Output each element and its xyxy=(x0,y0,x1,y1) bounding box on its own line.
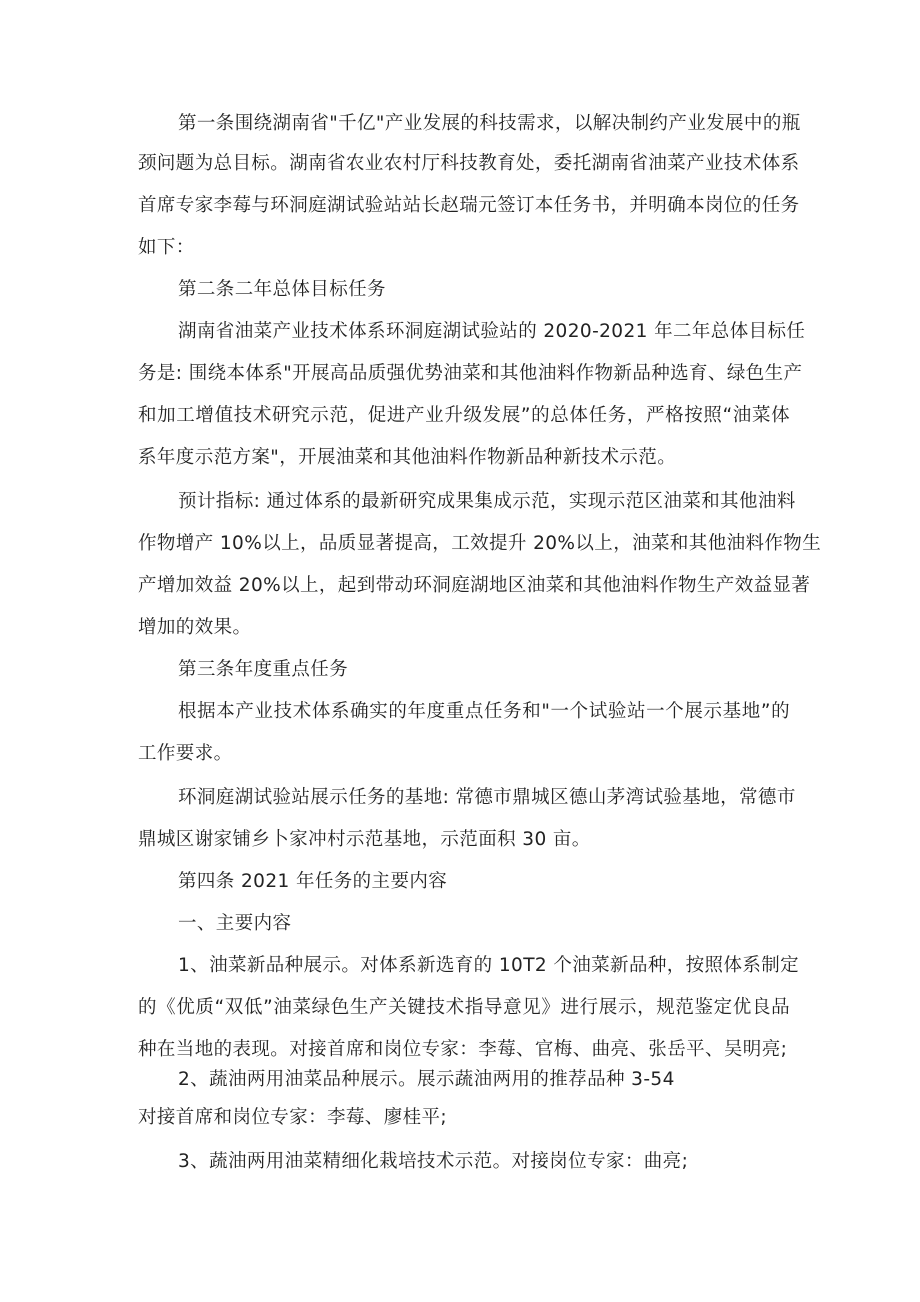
article-4-heading: 第四条 2021 年任务的主要内容 xyxy=(178,871,448,892)
article-2-heading: 第二条二年总体目标任务 xyxy=(178,279,386,300)
article-2-para-1-line-1: 湖南省油菜产业技术体系环洞庭湖试验站的 2020-2021 年二年总体目标任 xyxy=(178,321,806,342)
article-2-para-1-line-2: 务是: 围绕本体系"开展高品质强优势油菜和其他油料作物新品种选育、绿色生产 xyxy=(138,363,803,384)
item-2-line-1: 2、蔬油两用油菜品种展示。展示蔬油两用的推荐品种 3-54 xyxy=(178,1069,675,1090)
article-3-para-2-line-2: 鼎城区谢家铺乡卜家冲村示范基地，示范面积 30 亩。 xyxy=(138,829,591,850)
article-1-line-2: 颈问题为总目标。湖南省农业农村厅科技教育处，委托湖南省油菜产业技术体系 xyxy=(138,153,800,174)
indicator-line-2: 作物增产 10%以上，品质显著提高，工效提升 20%以上，油菜和其他油料作物生 xyxy=(138,533,822,554)
item-1-line-3: 种在当地的表现。对接首席和岗位专家：李莓、官梅、曲亮、张岳平、吴明亮; xyxy=(138,1039,788,1060)
article-1-line-3: 首席专家李莓与环洞庭湖试验站站长赵瑞元签订本任务书，并明确本岗位的任务 xyxy=(138,195,800,216)
article-1-line-4: 如下： xyxy=(138,237,195,258)
article-2-para-1-line-4: 系年度示范方案"，开展油菜和其他油料作物新品种新技术示范。 xyxy=(138,447,677,468)
article-3-para-2-line-1: 环洞庭湖试验站展示任务的基地: 常德市鼎城区德山茅湾试验基地，常德市 xyxy=(178,787,796,808)
indicator-line-3: 产增加效益 20%以上，起到带动环洞庭湖地区油菜和其他油料作物生产效益显著 xyxy=(138,575,811,596)
indicator-line-4: 增加的效果。 xyxy=(138,617,252,638)
article-3-heading: 第三条年度重点任务 xyxy=(178,659,349,680)
article-3-para-1-line-1: 根据本产业技术体系确实的年度重点任务和"一个试验站一个展示基地”的 xyxy=(178,701,790,722)
section-1-heading: 一、主要内容 xyxy=(178,913,292,934)
item-1-line-1: 1、油菜新品种展示。对体系新选育的 10T2 个油菜新品种，按照体系制定 xyxy=(178,955,800,976)
item-1-line-2: 的《优质“双低”油菜绿色生产关键技术指导意见》进行展示，规范鉴定优良品 xyxy=(138,997,790,1018)
article-2-para-1-line-3: 和加工增值技术研究示范，促进产业升级发展”的总体任务，严格按照“油菜体 xyxy=(138,405,790,426)
item-2-line-2: 对接首席和岗位专家：李莓、廖桂平; xyxy=(138,1107,448,1128)
item-3-line-1: 3、蔬油两用油菜精细化栽培技术示范。对接岗位专家：曲亮; xyxy=(178,1151,689,1172)
article-3-para-1-line-2: 工作要求。 xyxy=(138,743,233,764)
article-1-line-1: 第一条围绕湖南省"千亿"产业发展的科技需求，以解决制约产业发展中的瓶 xyxy=(178,113,801,134)
indicator-line-1: 预计指标: 通过体系的最新研究成果集成示范，实现示范区油菜和其他油料 xyxy=(178,491,796,512)
